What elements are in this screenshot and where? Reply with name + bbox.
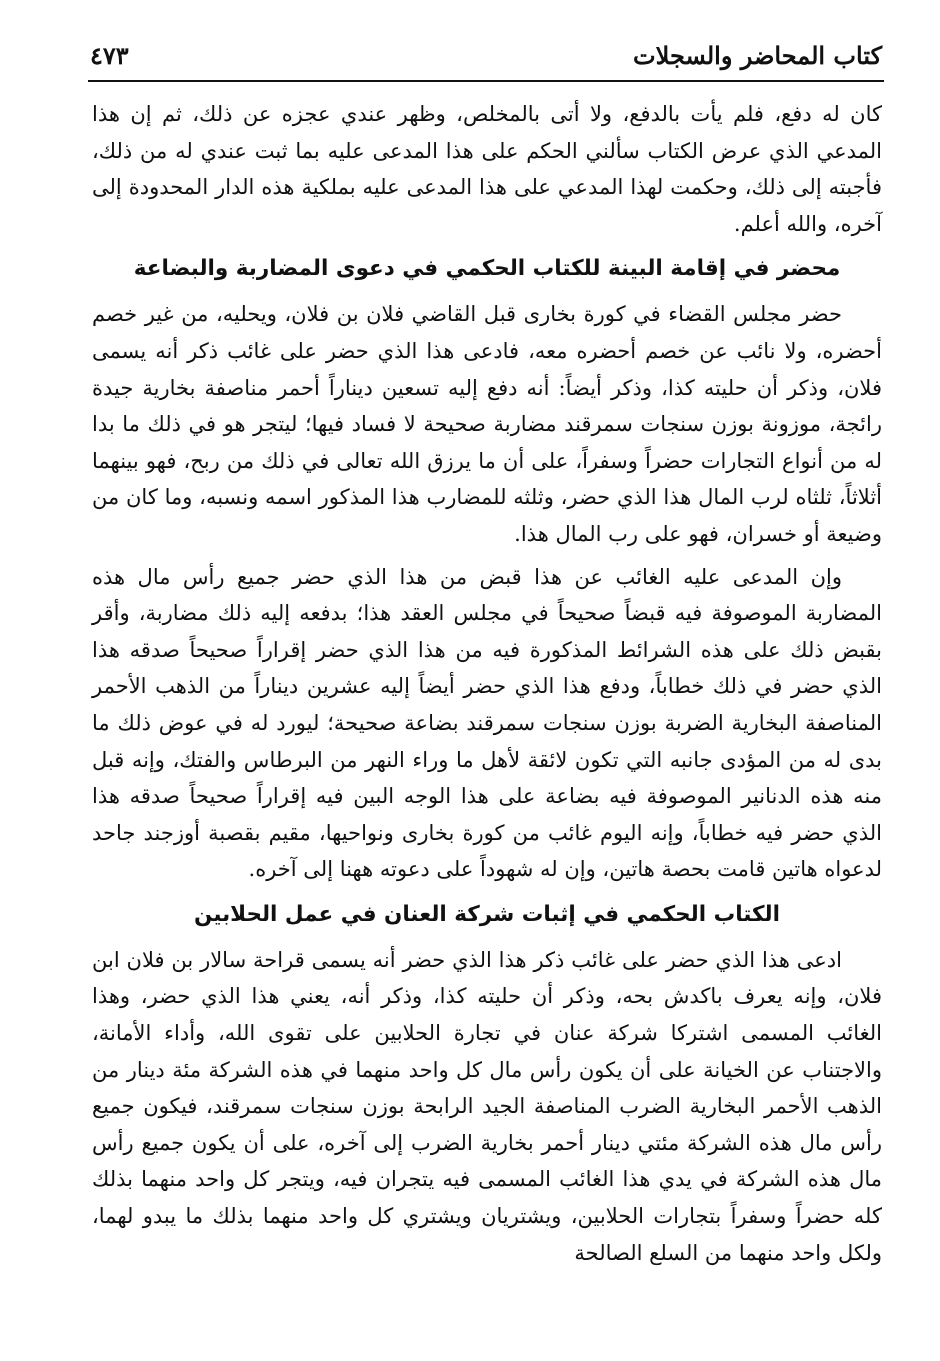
paragraph-partnership: ادعى هذا الذي حضر على غائب ذكر هذا الذي حضر أنه يسمى قراحة سالار بن فلان ابن فلان، وإنه يعرف باكدش بحه، وذكر أن حليته كذا، وذكر أنه، يعني هذا الذي حضر، وهذا الغائب المسمى اشتركا شركة عنان في تجارة الحلابين على تقوى الله، وأداء الأمانة، والاجتناب عن الخيانة على أن يكون رأس مال كل واحد منهما في هذه الشركة مئة دينار من الذهب الأحمر البخارية الضرب المناصفة الجيد الرابحة بوزن سنجات سمرقند، فيكون جميع رأس مال هذه الشركة مئتي دينار أحمر بخارية الضرب إلى آخره، على أن يكون جميع رأس مال هذه الشركة في يدي هذا الغائب المسمى فيه يتجران فيه، ويتجر كل واحد منهما بذلك كله حضراً وسفراً بتجارات الحلابين، ويشتريان ويشتري كل واحد منهما بذلك ما يبدو لهما، ولكل واحد منهما من السلع الصالحة [92, 947, 882, 1265]
running-header [90, 30, 882, 76]
header-rule [88, 80, 884, 82]
page-number: ٤٧٣ [90, 41, 129, 70]
paragraph-receipt: وإن المدعى عليه الغائب عن هذا قبض من هذا الذي حضر جميع رأس مال هذه المضاربة الموصوفة فيه قبضاً صحيحاً في مجلس العقد هذا؛ بدفعه إليه ذلك مضاربة، وأقر بقبض ذلك على هذه الشرائط المذكورة فيه من هذا الذي حضر إقراراً صحيحاً صدقه هذا الذي حضر في ذلك خطاباً، ودفع هذا الذي حضر أيضاً إليه عشرين ديناراً من الذهب الأحمر المناصفة البخارية الضربة بوزن سنجات سمرقند بضاعة صحيحة؛ ليورد له في عوض ذلك ما بدى له من المؤدى جانبه التي تكون لائقة لأهل ما وراء النهر من البرطاس والفتك، وإنه قبل منه هذه الدنانير الموصوفة فيه بضاعة على هذا الوجه البين فيه إقراراً صحيحاً صدقه هذا الذي حضر فيه خطاباً، وإنه اليوم غائب من كورة بخارى ونواحيها، مقيم بقصبة أوزجند جاحد لدعواه هاتين قامت بحصة هاتين، وإن له شهوداً على دعوته ههنا إلى آخره. [92, 564, 882, 882]
paragraph-continuation: كان له دفع، فلم يأت بالدفع، ولا أتى بالمخلص، وظهر عندي عجزه عن ذلك، ثم إن هذا المدعي الذي عرض الكتاب سألني الحكم على هذا المدعى عليه بما ثبت عندي له من ذلك، فأجبته إلى ذلك، وحكمت لهذا المدعي على هذا المدعى عليه بملكية هذه الدار المحدودة إلى آخره، والله أعلم. [92, 102, 882, 236]
paragraph-claim: حضر مجلس القضاء في كورة بخارى قبل القاضي فلان بن فلان، ويحليه، من غير خصم أحضره، ولا نائب عن خصم أحضره معه، فادعى هذا الذي حضر على غائب ذكر أنه يسمى فلان، وذكر أن حليته كذا، وذكر أيضاً: أنه دفع إليه تسعين ديناراً أحمر مناصفة بخارية جيدة رائجة، موزونة بوزن سنجات سمرقند مضاربة صحيحة لا فساد فيها؛ ليتجر هو في ذلك ما بدا له من أنواع التجارات حضراً وسفراً، على أن ما يرزق الله تعالى في ذلك من ربح، فهو بينهما أثلاثاً، ثلثاه لرب المال هذا الذي حضر، وثلثه للمضارب هذا المذكور اسمه ونسبه، وما كان من وضيعة أو خسران، فهو على رب المال هذا. [92, 302, 882, 546]
section-heading-partnership: الكتاب الحكمي في إثبات شركة العنان في عمل الحلابين [193, 901, 781, 927]
section-heading-mudaraba: محضر في إقامة البينة للكتاب الحكمي في دعوى المضاربة والبضاعة [133, 256, 841, 282]
body-text [92, 96, 882, 1271]
running-title: كتاب المحاضر والسجلات [633, 41, 882, 70]
